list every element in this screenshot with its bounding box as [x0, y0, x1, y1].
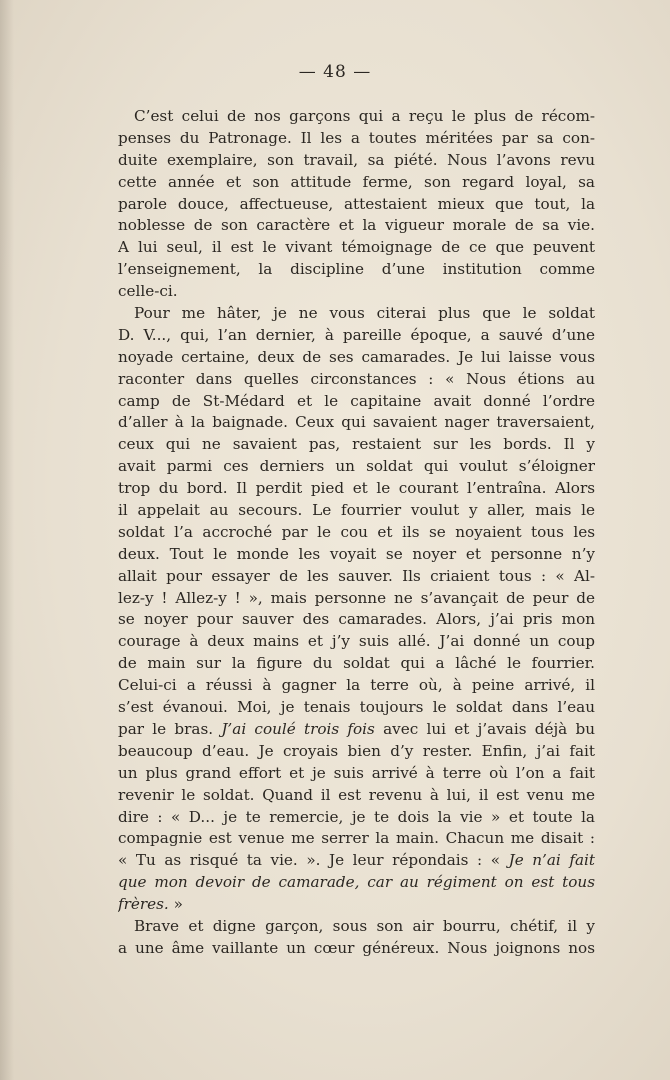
- text-line: revenir le soldat. Quand il est revenu à lui, il est venu me: [118, 785, 595, 804]
- text-line: Pour me hâter, je ne vous citerai plus que le soldat: [134, 304, 595, 323]
- text-line: celle-ci.: [118, 282, 178, 301]
- text-line: deux. Tout le monde les voyait se noyer et personne n’y: [118, 544, 595, 563]
- text-segment: « Tu as risqué ta vie. ». Je leur répondais : «: [118, 851, 509, 870]
- text-line: courage à deux mains et j’y suis allé. J’ai donné un coup: [118, 632, 595, 651]
- text-line: il appelait au secours. Le fourrier voulut y aller, mais le: [118, 501, 595, 520]
- text-line: lez-y ! Allez-y ! », mais personne ne s’avançait de peur de: [118, 588, 595, 607]
- text-line: D. V..., qui, l’an dernier, à pareille époque, a sauvé d’une: [118, 325, 595, 344]
- text-line: compagnie est venue me serrer la main. Chacun me disait :: [118, 829, 595, 848]
- italic-text: frères.: [118, 895, 169, 914]
- text-line: que mon devoir de camarade, car au régiment on est tous: [118, 873, 595, 892]
- text-segment: »: [168, 895, 183, 914]
- text-line: [118, 894, 595, 916]
- text-line: dire : « D... je te remercie, je te dois la vie » et toute la: [118, 807, 595, 826]
- text-segment: par le bras.: [118, 719, 222, 738]
- text-line: Celui-ci a réussi à gagner la terre où, à peine arrivé, il: [118, 676, 595, 695]
- text-line: Brave et digne garçon, sous son air bourru, chétif, il y: [134, 916, 595, 935]
- text-line: noblesse de son caractère et la vigueur morale de sa vie.: [118, 216, 595, 235]
- text-line: [118, 850, 595, 872]
- text-line: avait parmi ces derniers un soldat qui voulut s’éloigner: [118, 457, 595, 476]
- text-line: soldat l’a accroché par le cou et ils se noyaient tous les: [118, 522, 595, 541]
- text-line: l’enseignement, la discipline d’une institution comme: [118, 260, 595, 279]
- text-line: allait pour essayer de les sauver. Ils criaient tous : « Al-: [118, 566, 595, 585]
- text-line: de main sur la figure du soldat qui a lâché le fourrier.: [118, 654, 595, 673]
- text-line: ceux qui ne savaient pas, restaient sur les bords. Il y: [118, 435, 595, 454]
- italic-text: J’ai coulé trois fois: [221, 719, 375, 738]
- text-line: duite exemplaire, son travail, sa piété. Nous l’avons revu: [118, 150, 595, 169]
- text-line: raconter dans quelles circonstances : « Nous étions au: [118, 369, 595, 388]
- body-text: [118, 106, 595, 960]
- text-segment: avec lui et j’avais déjà bu: [374, 719, 595, 738]
- text-line: beaucoup d’eau. Je croyais bien d’y rester. Enfin, j’ai fait: [118, 741, 595, 760]
- binding-edge-shadow: [0, 0, 14, 1080]
- text-line: camp de St-Médard et le capitaine avait donné l’ordre: [118, 391, 595, 410]
- page-number: — 48 —: [298, 62, 372, 82]
- text-line: noyade certaine, deux de ses camarades. Je lui laisse vous: [118, 347, 595, 366]
- text-line: un plus grand effort et je suis arrivé à terre où l’on a fait: [118, 763, 595, 782]
- text-line: cette année et son attitude ferme, son regard loyal, sa: [118, 172, 595, 191]
- text-line: trop du bord. Il perdit pied et le courant l’entraîna. Alors: [118, 479, 595, 498]
- text-line: d’aller à la baignade. Ceux qui savaient nager traversaient,: [118, 413, 595, 432]
- text-line: a une âme vaillante un cœur généreux. Nous joignons nos: [118, 938, 595, 957]
- text-line: parole douce, affectueuse, attestaient mieux que tout, la: [118, 194, 595, 213]
- text-line: [118, 719, 595, 741]
- text-line: se noyer pour sauver des camarades. Alors, j’ai pris mon: [118, 610, 595, 629]
- text-line: C’est celui de nos garçons qui a reçu le plus de récom-: [134, 107, 595, 125]
- text-line: s’est évanoui. Moi, je tenais toujours le soldat dans l’eau: [118, 698, 595, 717]
- text-line: penses du Patronage. Il les a toutes méritées par sa con-: [118, 128, 595, 147]
- italic-text: Je n’ai fait: [508, 851, 595, 870]
- text-line: A lui seul, il est le vivant témoignage de ce que peuvent: [118, 238, 595, 257]
